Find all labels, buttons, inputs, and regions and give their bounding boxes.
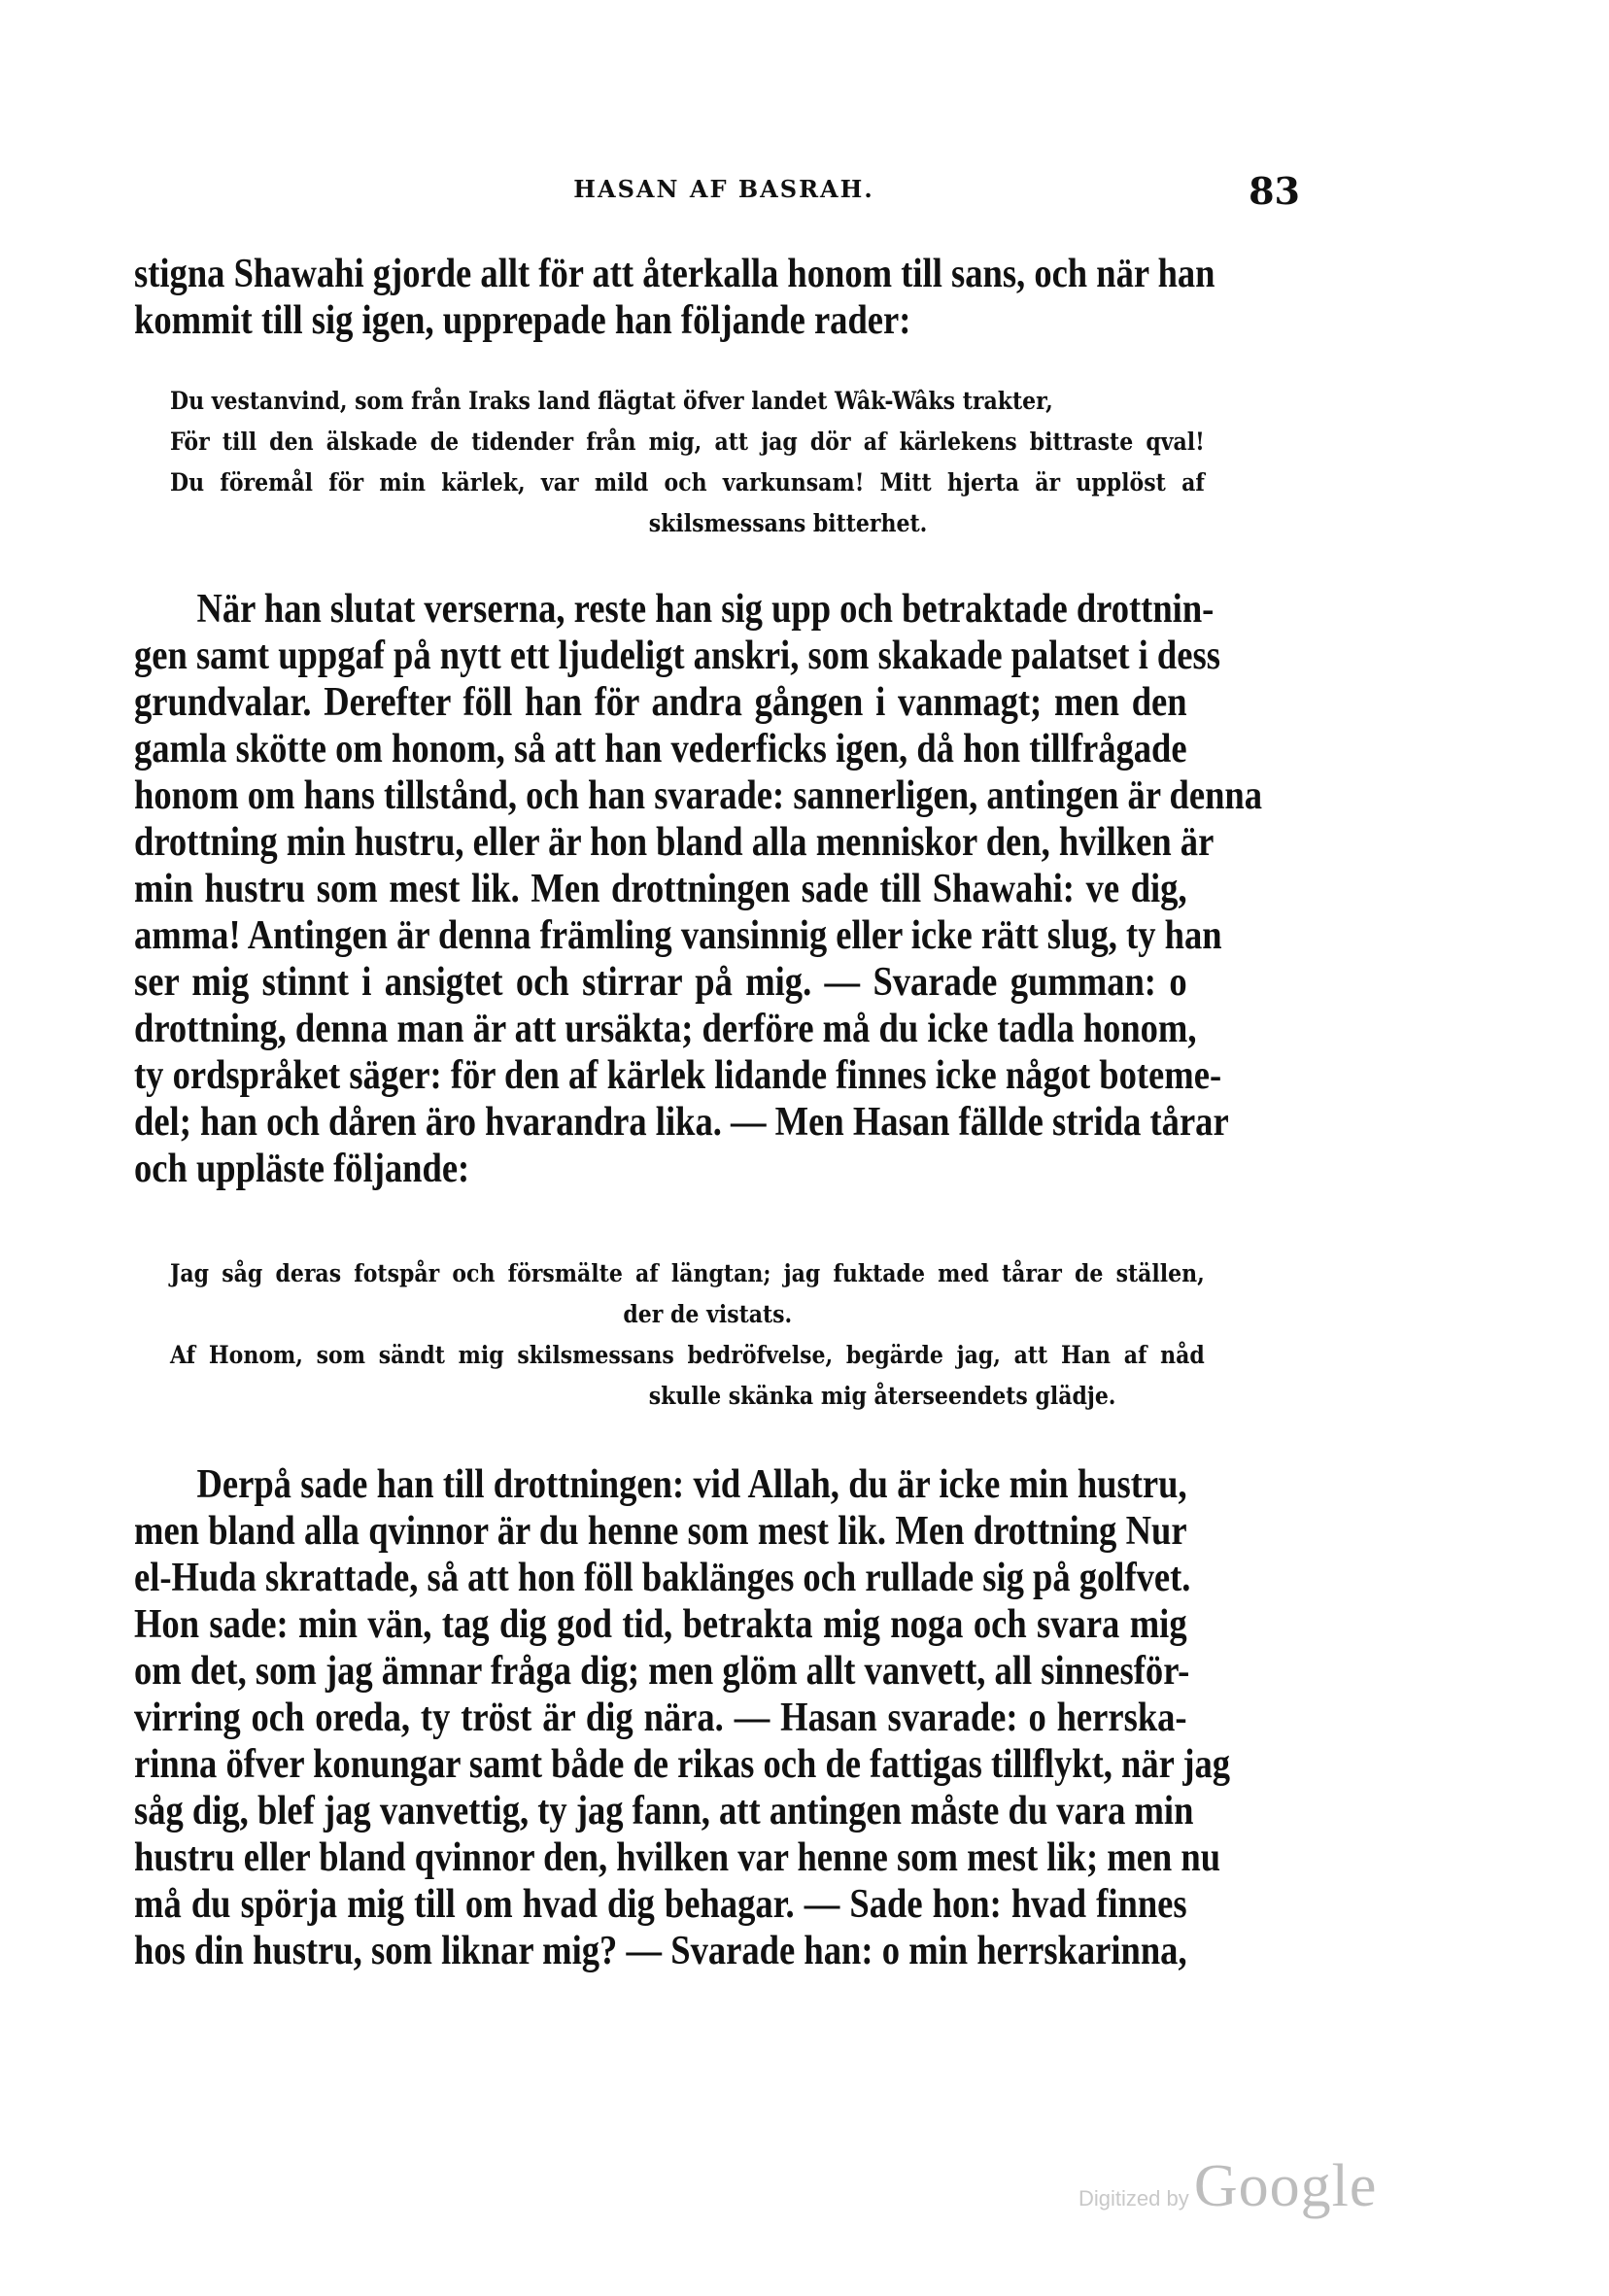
verse-line: Du vestanvind, som från Iraks land flägtat öfver landet Wâk-Wâks trakter, <box>170 387 1053 415</box>
text-line: hos din hustru, som liknar mig? — Svarade han: o min herrskarinna, <box>134 1928 1187 1973</box>
text-line: och uppläste följande: <box>134 1146 470 1191</box>
text-line: hustru eller bland qvinnor den, hvilken var henne som mest lik; men nu <box>134 1834 1221 1880</box>
paragraph-3 <box>134 1461 1231 1974</box>
text-line: drottning min hustru, eller är hon bland alla menniskor den, hvilken är <box>134 819 1215 865</box>
text-line: Hon sade: min vän, tag dig god tid, betrakta mig noga och svara mig <box>134 1601 1187 1647</box>
paragraph-2 <box>134 586 1263 1192</box>
text-line: gamla skötte om honom, så att han vederficks igen, då hon tillfrågade <box>134 726 1187 771</box>
text-line: el-Huda skrattade, så att hon föll baklänges och rullade sig på golfvet. <box>134 1555 1191 1600</box>
text-line: om det, som jag ämnar fråga dig; men glöm allt vanvett, all sinnesför- <box>134 1648 1190 1694</box>
text-line: gen samt uppgaf på nytt ett ljudeligt anskri, som skakade palatset i dess <box>134 633 1220 678</box>
text-line: När han slutat verserna, reste han sig upp och betraktade drottnin- <box>196 586 1215 632</box>
google-logo: Google <box>1193 2153 1378 2219</box>
text-line: del; han och dåren äro hvarandra lika. — Men Hasan fällde strida tårar <box>134 1099 1229 1145</box>
verse-line: Du föremål för min kärlek, var mild och varkunsam! Mitt hjerta är upplöst af <box>170 468 1205 497</box>
text-line: Derpå sade han till drottningen: vid Allah, du är icke min hustru, <box>196 1461 1187 1507</box>
text-line: drottning, denna man är att ursäkta; derföre må du icke tadla honom, <box>134 1006 1197 1051</box>
watermark-prefix: Digitized by <box>1078 2186 1189 2210</box>
text-line: ser mig stinnt i ansigtet och stirrar på mig. — Svarade gumman: o <box>134 959 1187 1005</box>
verse-line: För till den älskade de tidender från mig, att jag dör af kärlekens bittraste qval! <box>170 428 1205 456</box>
text-line: amma! Antingen är denna främling vansinnig eller icke rätt slug, ty han <box>134 912 1222 958</box>
verse-line: skulle skänka mig återseendets glädje. <box>648 1382 1116 1410</box>
text-line: honom om hans tillstånd, och han svarade: sannerligen, antingen är denna <box>134 772 1263 818</box>
text-line: men bland alla qvinnor är du henne som mest lik. Men drottning Nur <box>134 1508 1187 1554</box>
text-line: grundvalar. Derefter föll han för andra gången i vanmagt; men den <box>134 679 1187 725</box>
verse-block-2 <box>170 1253 1205 1417</box>
digitized-by-google-watermark <box>1078 2152 1409 2230</box>
text-line: min hustru som mest lik. Men drottningen sade till Shawahi: ve dig, <box>134 866 1187 911</box>
text-line: stigna Shawahi gjorde allt för att återkalla honom till sans, och när han <box>134 251 1215 296</box>
text-line: må du spörja mig till om hvad dig behagar. — Sade hon: hvad finnes <box>134 1881 1187 1927</box>
verse-line: skilsmessans bitterhet. <box>648 509 928 537</box>
verse-line: Af Honom, som sändt mig skilsmessans bedröfvelse, begärde jag, att Han af nåd <box>170 1341 1205 1369</box>
verse-line: der de vistats. <box>623 1300 793 1328</box>
page-number: 83 <box>1249 169 1300 213</box>
running-head: HASAN AF BASRAH. <box>573 175 874 203</box>
text-line: ty ordspråket säger: för den af kärlek lidande finnes icke något boteme- <box>134 1052 1222 1098</box>
page-header <box>136 169 1312 223</box>
text-line: såg dig, blef jag vanvettig, ty jag fann, att antingen måste du vara min <box>134 1788 1194 1833</box>
text-line: virring och oreda, ty tröst är dig nära. — Hasan svarade: o herrska- <box>134 1695 1187 1740</box>
paragraph-1 <box>134 251 1215 344</box>
verse-line: Jag såg deras fotspår och försmälte af längtan; jag fuktade med tårar de ställen, <box>170 1259 1205 1287</box>
text-line: rinna öfver konungar samt både de rikas och de fattigas tillflykt, när jag <box>134 1741 1231 1787</box>
verse-block-1 <box>170 381 1205 544</box>
text-line: kommit till sig igen, upprepade han följande rader: <box>134 297 911 343</box>
